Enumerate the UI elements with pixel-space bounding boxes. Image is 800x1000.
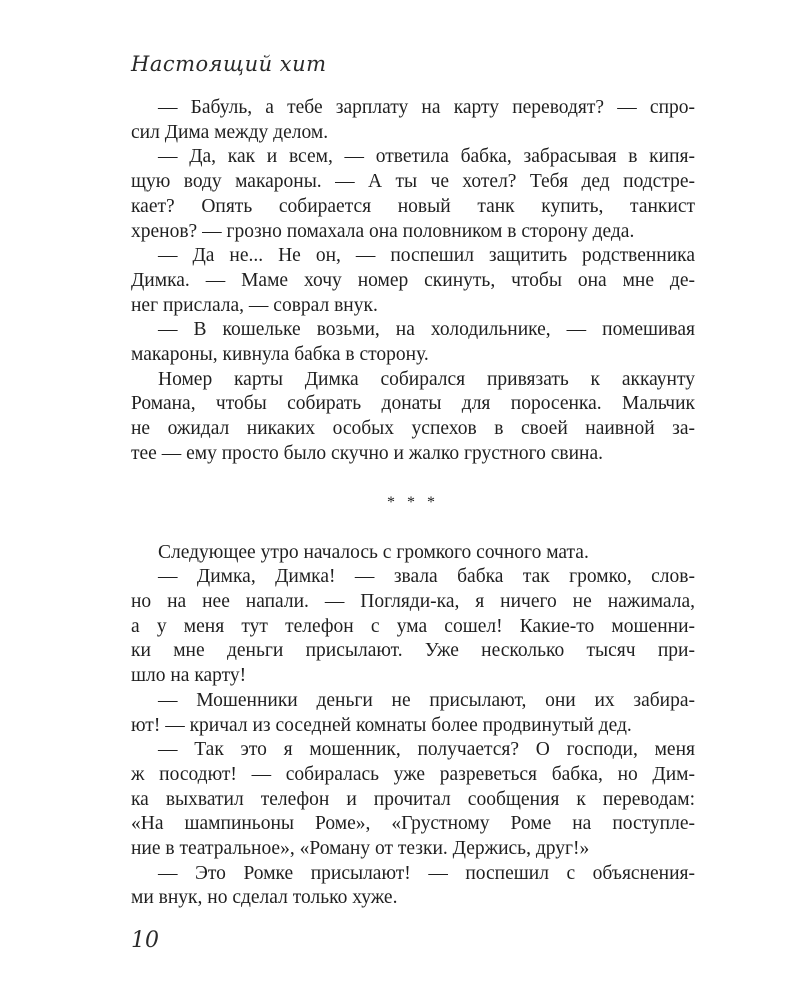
text-line: хренов? — грозно помахала она половником в сторону деда. (131, 220, 635, 242)
text-line: не ожидал никаких особых успехов в своей наивной за- (131, 418, 695, 440)
text-line: щую воду макароны. — А ты че хотел? Тебя дед подстре- (131, 171, 695, 193)
text-line: но на нее напали. — Погляди-ка, я ничего не нажимала, (131, 591, 695, 613)
blank-line (131, 516, 695, 541)
text-line: ние в театральное», «Роману от тезки. Держись, друг!» (131, 838, 590, 860)
text-line: Димка. — Маме хочу номер скинуть, чтобы она мне де- (131, 269, 695, 291)
blank-line (131, 467, 695, 492)
text-line: а у меня тут телефон с ума сошел! Какие-то мошенни- (131, 615, 695, 637)
text-line: сил Дима между делом. (131, 121, 329, 143)
text-line: «На шампиньоны Роме», «Грустному Роме на поступле- (131, 813, 695, 835)
text-line: Номер карты Димка собирался привязать к аккаунту (158, 368, 695, 390)
text-line: ки мне деньги присылают. Уже несколько тысяч при- (131, 640, 695, 662)
running-head: Настоящий хит (131, 52, 327, 76)
text-line: макароны, кивнула бабка в сторону. (131, 344, 429, 366)
text-line: кает? Опять собирается новый танк купить, танкист (131, 195, 695, 217)
text-line: — Да не... Не он, — поспешил защитить родственника (158, 245, 695, 267)
text-line: — В кошельке возьми, на холодильнике, — помешивая (158, 319, 695, 341)
text-line: ка выхватил телефон и прочитал сообщения к переводам: (131, 788, 695, 810)
text-line: шло на карту! (131, 665, 247, 687)
text-line: — Бабуль, а тебе зарплату на карту переводят? — спро- (158, 97, 695, 118)
text-line: ют! — кричал из соседней комнаты более продвинутый дед. (131, 714, 632, 736)
text-line: — Мошенники деньги не присылают, они их забира- (158, 689, 695, 711)
text-line: — Димка, Димка! — звала бабка так громко, слов- (158, 566, 695, 588)
book-text (131, 96, 695, 911)
text-line: — Так это я мошенник, получается? О господи, меня (158, 739, 695, 761)
text-line: Следующее утро началось с громкого сочного мата. (158, 541, 589, 563)
text-line: тее — ему просто было скучно и жалко грустного свина. (131, 442, 603, 464)
text-line: ж посодют! — собиралась уже разреветься бабка, но Дим- (131, 763, 695, 785)
text-line: нег прислала, — соврал внук. (131, 294, 378, 316)
text-line: — Это Ромке присылают! — поспешил с объяснения- (158, 862, 695, 884)
text-line: Романа, чтобы собирать донаты для поросенка. Мальчик (131, 393, 695, 415)
text-line: — Да, как и всем, — ответила бабка, забрасывая в кипя- (158, 146, 695, 168)
text-line: ми внук, но сделал только хуже. (131, 887, 398, 909)
page-number: 10 (131, 928, 159, 953)
section-separator: * * * (387, 494, 439, 512)
